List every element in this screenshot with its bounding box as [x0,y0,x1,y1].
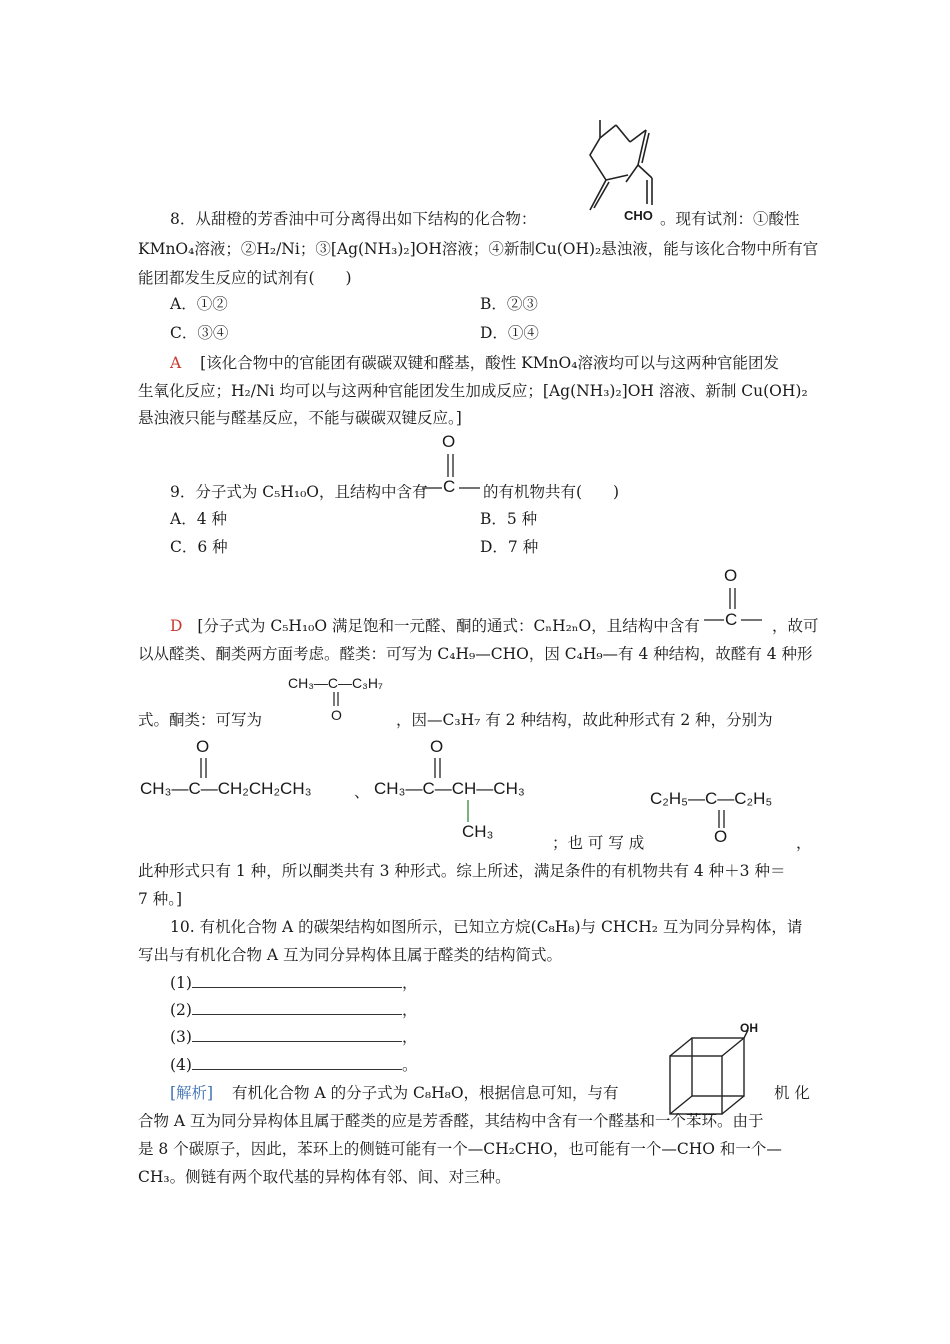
q9-explanation-line3-pre: 式。酮类：可写为 [138,711,263,729]
ketone-formula-1: CH₃—C—CH₂CH₂CH₃ [140,779,312,798]
q8-stem-line2: KMnO₄溶液；②H₂/Ni；③[Ag(NH₃)₂]OH溶液；④新制Cu(OH)₂悬浊液，能与该化合物中所有官 [138,240,819,258]
q10-stem-line2: 写出与有机化合物 A 互为同分异构体且属于醛类的结构简式。 [138,946,563,964]
q9-explanation-line3-post: ，因—C₃H₇ 有 2 种结构，故此种形式有 2 种，分别为 [396,711,773,729]
formula1-oxygen: O [196,737,210,756]
q8-option-b: B．②③ [480,295,538,313]
q10-stem-line1: 10. 有机化合物 A 的碳架结构如图所示，已知立方烷(C₈H₈)与 CHCH₂ 互为同分异构体，请 [170,918,803,936]
q9-answer: D [170,617,183,635]
q10-blank-2: (2) ， [170,1001,418,1019]
terpene-structure-diagram [578,120,698,210]
q9-explanation-line5: 此种形式只有 1 种，所以酮类共有 3 种形式。综上所述，满足条件的有机物共有 4 种＋3 种＝ [138,862,786,880]
q9-explanation-line1: D [分子式为 C₅H₁₀O 满足饱和一元醛、酮的通式：CₙH₂ₙO，且结构中含有 [170,617,700,635]
q9-explanation-line6: 7 种。] [138,890,183,908]
formula1-bond [199,756,211,780]
q8-explanation-line1: A [该化合物中的官能团有碳碳双键和醛基，酸性 KMnO₄溶液均可以与这两种官能团发 [170,354,779,372]
q8-stem-line1-end: 。现有试剂：①酸性 [660,210,800,228]
q8-explanation-line2: 生氧化反应；H₂/Ni 均可以与这两种官能团发生加成反应；[Ag(NH₃)₂]OH 溶液、新制 Cu(OH)₂ [138,382,808,400]
q8-stem-line1: 8．从甜橙的芳香油中可分离得出如下结构的化合物： [170,210,537,228]
answer-blank-2[interactable] [192,1000,402,1015]
formula2-oxygen: O [430,737,444,756]
q9-explanation-line2: 以从醛类、酮类两方面考虑。醛类：可写为 C₄H₉—CHO，因 C₄H₉—有 4 种结构，故醛有 4 种形 [138,645,813,663]
q9-option-b: B．5 种 [480,510,538,528]
q9-stem-post: 的有机物共有( ) [483,483,620,501]
carbonyl-carbon: C [443,477,456,496]
cubane-oh-diagram [668,1036,758,1116]
formula-separator: 、 [354,783,370,801]
formula2-branch: CH₃ [462,822,494,841]
q10-analysis-line1: [解析] 有机化合物 A 的分子式为 C₈H₈O，根据信息可知，与有 [170,1084,619,1102]
cho-label: CHO [624,208,653,223]
q9-stem-pre: 9．分子式为 C₅H₁₀O，且结构中含有 [170,483,428,501]
also-written-as: ；也 可 写 成 [552,834,645,852]
q8-option-c: C．③④ [170,324,229,342]
q10-blank-3: (3) ， [170,1028,418,1046]
q9-option-d: D．7 种 [480,538,539,556]
carbonyl-carbon-2: C [725,610,738,629]
ketone-formula-2: CH₃—C—CH—CH₃ [374,779,525,798]
q8-stem-line3: 能团都发生反应的试剂有( ) [138,269,352,287]
ketone-formula-3: C₂H₅—C—C₂H₅ [650,789,773,808]
q10-analysis-line1-end: 机 化 [774,1084,810,1102]
carbonyl-group-diagram-2 [704,566,764,638]
q9-option-c: C．6 种 [170,538,228,556]
answer-blank-3[interactable] [192,1027,402,1042]
formula3-comma: ， [796,834,812,852]
ketone-general-formula: CH₃—C—C₃H₇ [288,675,383,691]
q9-explanation-line1-end: ，故可 [772,617,819,635]
q10-blank-4: (4) 。 [170,1056,418,1074]
carbonyl-oxygen: O [442,432,456,451]
q8-option-d: D．①④ [480,324,539,342]
answer-blank-4[interactable] [192,1055,402,1070]
q9-option-a: A．4 种 [170,510,227,528]
q10-analysis-line3: 是 8 个碳原子，因此，苯环上的侧链可能有一个—CH₂CHO，也可能有一个—CHO 和一个— [138,1140,782,1158]
q8-option-a: A．①② [170,295,228,313]
q10-analysis-line2: 合物 A 互为同分异构体且属于醛类的应是芳香醛，其结构中含有一个醛基和一个苯环。由于 [138,1112,764,1130]
carbonyl-group-diagram [422,432,482,504]
q10-analysis-line4: CH₃。侧链有两个取代基的异构体有邻、间、对三种。 [138,1168,511,1186]
formula3-oxygen: O [714,827,728,846]
carbonyl-oxygen-2: O [724,566,738,585]
q8-explanation-line3: 悬浊液只能与醛基反应，不能与碳碳双键反应。] [138,409,462,427]
q10-blank-1: (1) ， [170,974,418,992]
analysis-tag: [解析] [170,1084,214,1102]
oh-label: OH [740,1021,758,1035]
ketone-general-oxygen: O [331,707,342,723]
answer-blank-1[interactable] [192,973,402,988]
q8-answer: A [170,354,182,372]
